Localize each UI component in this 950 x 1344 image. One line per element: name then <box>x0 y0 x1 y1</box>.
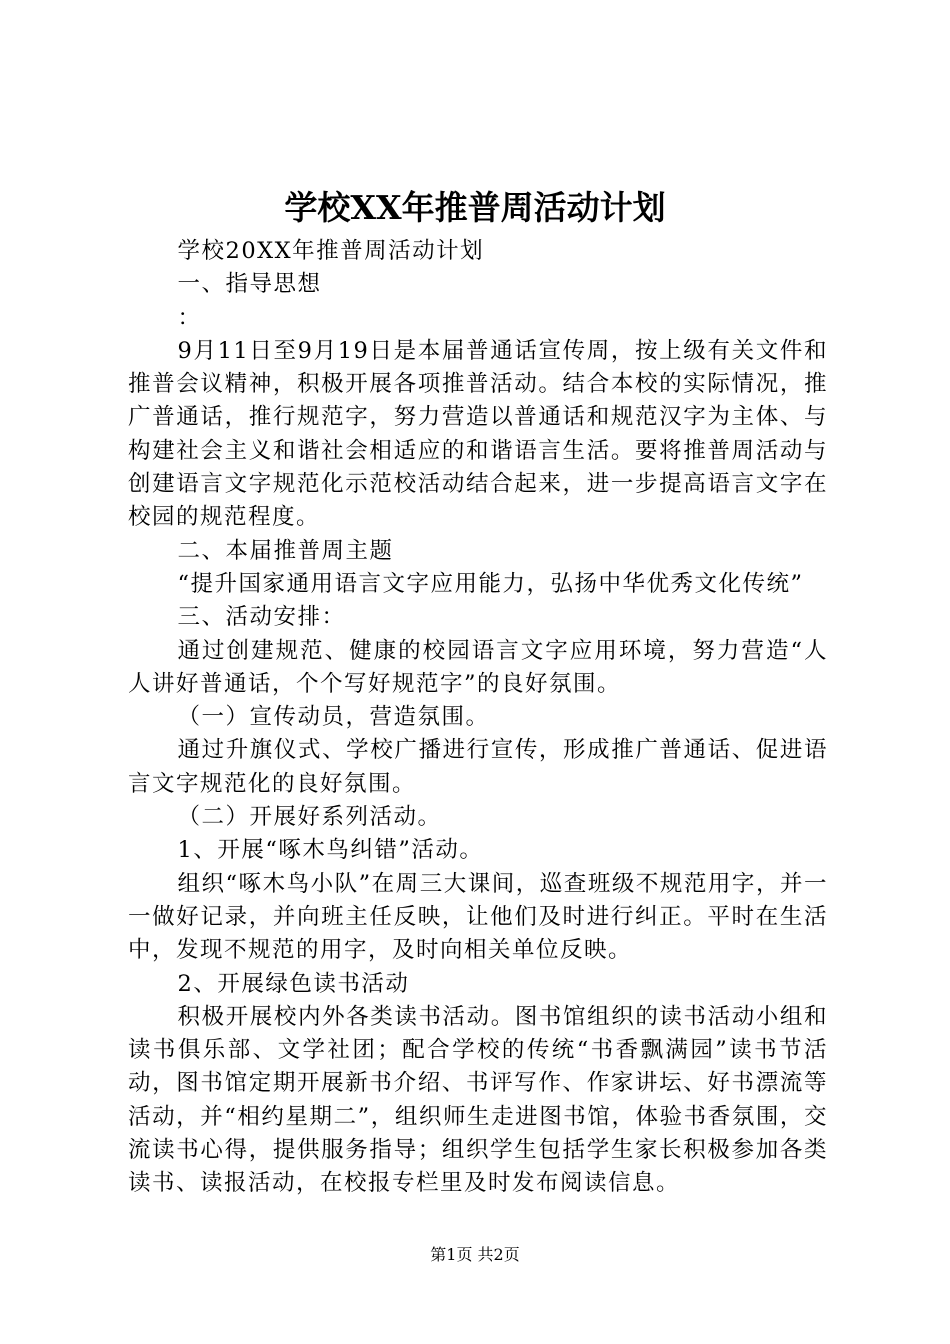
page-footer: 第1页 共2页 <box>430 1245 520 1264</box>
paragraph-subtitle: 学校20XX年推普周活动计划 <box>177 238 485 264</box>
paragraph-reading: 积极开展校内外各类读书活动。图书馆组织的读书活动小组和读书俱乐部、文学社团；配合学校的传统“书香飘满园”读书节活动，图书馆定期开展新书介绍、书评写作、作家讲坛、好书漂流等活动，并“相约星期二”，组织师生走进图书馆，体验书香氛围，交流读书心得，提供服务指导；组织学生包括学生家长积极参加各类读书、读报活动，在校报专栏里及时发布阅读信息。 <box>128 1003 828 1197</box>
heading-publicity: （一）宣传动员，营造氛围。 <box>177 704 490 731</box>
heading-arrangement: 三、活动安排： <box>177 604 346 631</box>
paragraph-intro: 9月11日至9月19日是本届普通话宣传周，按上级有关文件和推普会议精神，积极开展各项推普活动。结合本校的实际情况，推广普通话，推行规范字，努力营造以普通话和规范汉字为主体、与构建社会主义和谐社会相适应的和谐语言生活。要将推普周活动与创建语言文字规范化示范校活动结合起来，进一步提高语言文字在校园的规范程度。 <box>128 337 828 531</box>
paragraph-woodpecker: 组织“啄木鸟小队”在周三大课间，巡查班级不规范用字，并一一做好记录，并向班主任反映，让他们及时进行纠正。平时在生活中，发现不规范的用字，及时向相关单位反映。 <box>128 870 828 964</box>
document-body <box>128 235 828 1201</box>
paragraph-colon: ： <box>177 304 202 331</box>
paragraph-arrangement: 通过创建规范、健康的校园语言文字应用环境，努力营造“人人讲好普通话，个个写好规范字”的良好氛围。 <box>128 637 828 697</box>
heading-reading: 2、开展绿色读书活动 <box>177 970 410 997</box>
paragraph-theme-quote: “提升国家通用语言文字应用能力，弘扬中华优秀文化传统” <box>177 570 804 597</box>
heading-woodpecker: 1、开展“啄木鸟纠错”活动。 <box>177 837 484 864</box>
heading-activities: （二）开展好系列活动。 <box>177 804 442 831</box>
heading-theme: 二、本届推普周主题 <box>177 537 394 564</box>
heading-guiding-thought: 一、指导思想 <box>177 271 322 298</box>
document-title: 学校XX年推普周活动计划 <box>284 188 666 227</box>
paragraph-publicity: 通过升旗仪式、学校广播进行宣传，形成推广普通话、促进语言文字规范化的良好氛围。 <box>128 737 828 797</box>
